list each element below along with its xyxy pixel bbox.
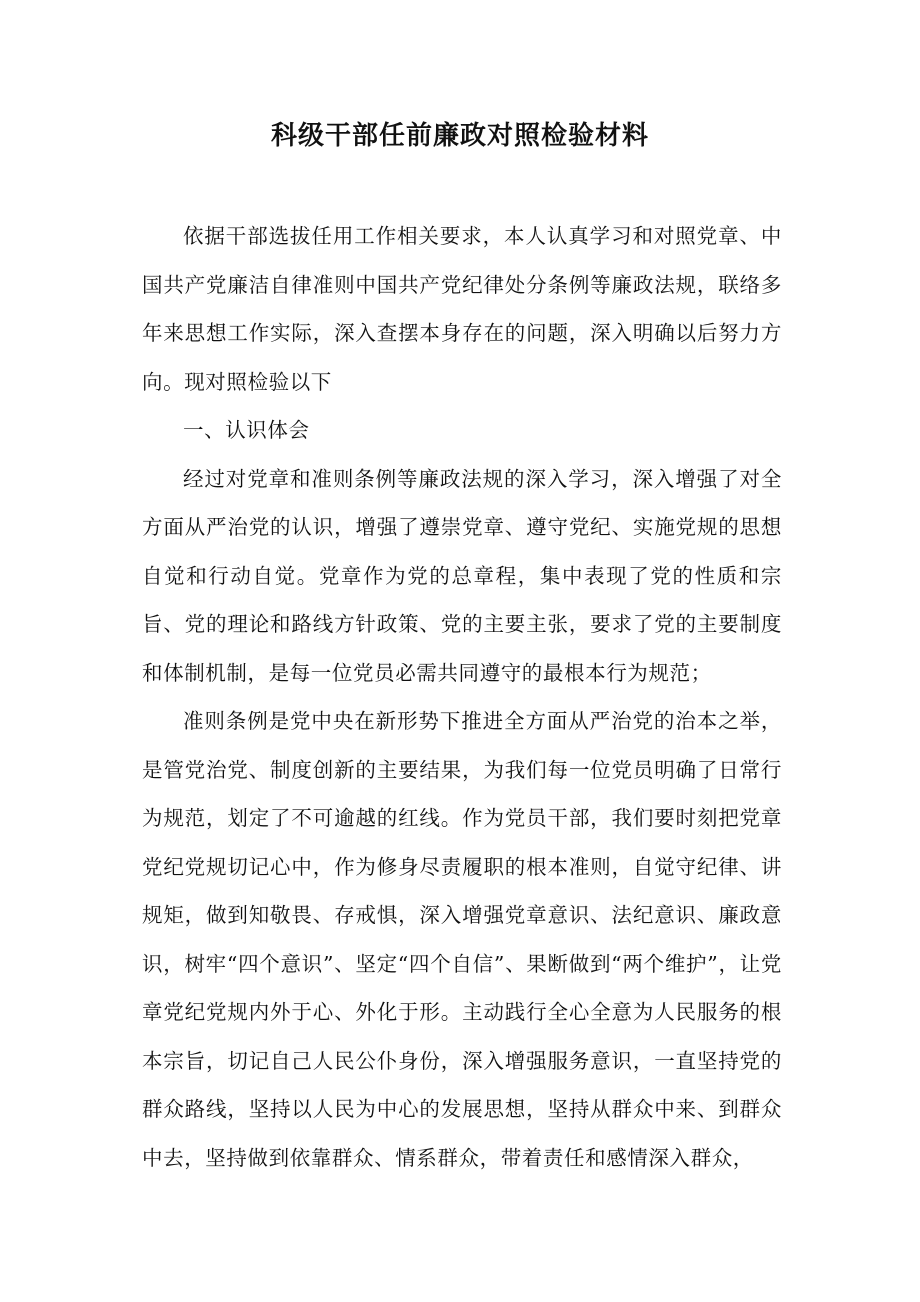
document-body — [142, 212, 782, 1182]
paragraph-intro: 依据干部选拔任用工作相关要求，本人认真学习和对照党章、中国共产党廉洁自律准则中国共产党纪律处分条例等廉政法规，联络多年来思想工作实际，深入查摆本身存在的问题，深入明确以后努力方向。现对照检验以下 — [142, 224, 782, 394]
section-heading-understanding: 一、认识体会 — [183, 418, 310, 442]
paragraph-regulations: 准则条例是党中央在新形势下推进全方面从严治党的治本之举，是管党治党、制度创新的主要结果，为我们每一位党员明确了日常行为规范，划定了不可逾越的红线。作为党员干部，我们要时刻把党章党纪党规切记心中，作为修身尽责履职的根本准则，自觉守纪律、讲规矩，做到知敬畏、存戒惧，深入增强党章意识、法纪意识、廉政意识，树牢“四个意识”、坚定“四个自信”、果断做到“两个维护”，让党章党纪党规内外于心、外化于形。主动践行全心全意为人民服务的根本宗旨，切记自己人民公仆身份，深入增强服务意识，一直坚持党的群众路线，坚持以人民为中心的发展思想，坚持从群众中来、到群众中去，坚持做到依靠群众、情系群众，带着责任和感情深入群众， — [142, 709, 782, 1170]
document-title: 科级干部任前廉政对照检验材料 — [270, 121, 649, 151]
paragraph-party-constitution: 经过对党章和准则条例等廉政法规的深入学习，深入增强了对全方面从严治党的认识，增强了遵崇党章、遵守党纪、实施党规的思想自觉和行动自觉。党章作为党的总章程，集中表现了党的性质和宗旨、党的理论和路线方针政策、党的主要主张，要求了党的主要制度和体制机制，是每一位党员必需共同遵守的最根本行为规范； — [142, 466, 782, 685]
